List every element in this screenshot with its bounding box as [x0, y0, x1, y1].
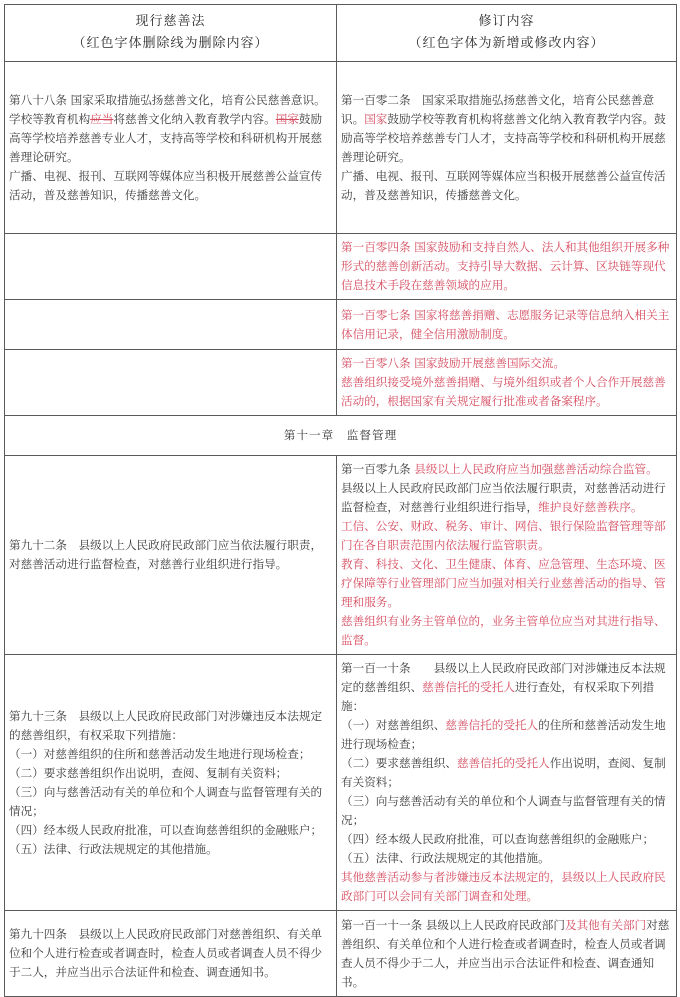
deleted-text: 国家 — [275, 111, 299, 126]
current-article-94: 第九十四条 县级以上人民政府民政部门对慈善组织、有关单位和个人进行检查或者调查时，检查人员或者调查人员不得少于二人，并应当出示合法证件和检查、调查通知书。 — [5, 911, 337, 997]
header-current-law — [5, 5, 337, 62]
current-article-88: 第八十八条 国家采取措施弘扬慈善文化，培育公民慈善意识。学校等教育机构应当将慈善文化纳入教育教学内容。国家鼓励高等学校培养慈善专业人才，支持高等学校和科研机构开展慈善理论研究。 广播、电视、报刊、互联网等媒体应当积极开展慈善公益宣传活动，普及慈善知识，传播慈善文化。 — [5, 62, 337, 234]
added-text: 国家 — [364, 111, 388, 126]
current-empty-cell — [5, 350, 337, 416]
table-row — [5, 655, 677, 911]
revised-article-104: 第一百零四条 国家鼓励和支持自然人、法人和其他组织开展多种形式的慈善创新活动。支持引导大数据、云计算、区块链等现代信息技术手段在慈善领域的应用。 — [337, 234, 677, 300]
current-article-92: 第九十二条 县级以上人民政府民政部门应当依法履行职责，对慈善活动进行监督检查，对慈善行业组织进行指导。 — [5, 456, 337, 655]
chapter-heading: 第十一章 监督管理 — [5, 416, 677, 456]
revised-article-102: 第一百零二条 国家采取措施弘扬慈善文化，培育公民慈善意识。国家鼓励学校等教育机构将慈善文化纳入教育教学内容。鼓励高等学校培养慈善专门人才，支持高等学校和科研机构开展慈善理论研究。 广播、电视、报刊、互联网等媒体应当积极开展慈善公益宣传活动，普及慈善知识，传播慈善文化。 — [337, 62, 677, 234]
revised-article-111: 第一百一十一条 县级以上人民政府民政部门及其他有关部门对慈善组织、有关单位和个人进行检查或者调查时，检查人员或者调查人员不得少于二人，并应当出示合法证件和检查、调查通知书。 — [337, 911, 677, 997]
table-row — [5, 234, 677, 300]
revised-article-107: 第一百零七条 国家将慈善捐赠、志愿服务记录等信息纳入相关主体信用记录，健全信用激励制度。 — [337, 300, 677, 350]
revised-article-109: 第一百零九条 县级以上人民政府应当加强慈善活动综合监管。 县级以上人民政府民政部门应当依法履行职责，对慈善活动进行监督检查，对慈善行业组织进行指导，维护良好慈善秩序。 工信、公安、财政、税务、审计、网信、银行保险监督管理等部门在各自职责范围内依法履行监管职责。 教育、科技、文化、卫生健康、体育、应急管理、生态环境、医疗保障等行业管理部门应当加强对相关行业慈善活动的指导、管理和服务。 慈善组织有业务主管单位的，业务主管单位应当对其进行指导、监督。 — [337, 456, 677, 655]
header-right-subtitle: （红色字体为新增或修改内容） — [408, 36, 605, 51]
header-row — [5, 5, 677, 62]
current-empty-cell — [5, 300, 337, 350]
header-right-title: 修订内容 — [478, 14, 535, 29]
revised-article-110: 第一百一十条 县级以上人民政府民政部门对涉嫌违反本法规定的慈善组织、慈善信托的受托人进行查处，有权采取下列措施： （一）对慈善组织、慈善信托的受托人的住所和慈善活动发生地进行现场检查； （二）要求慈善组织、慈善信托的受托人作出说明，查阅、复制有关资料； （三）向与慈善活动有关的单位和个人调查与监督管理有关的情况； （四）经本级人民政府批准，可以查询慈善组织的金融账户； （五）法律、行政法规规定的其他措施。 其他慈善活动参与者涉嫌违反本法规定的，县级以上人民政府民政部门可以会同有关部门调查和处理。 — [337, 655, 677, 911]
current-article-93: 第九十三条 县级以上人民政府民政部门对涉嫌违反本法规定的慈善组织，有权采取下列措施： （一）对慈善组织的住所和慈善活动发生地进行现场检查； （二）要求慈善组织作出说明，查阅、复制有关资料； （三）向与慈善活动有关的单位和个人调查与监督管理有关的情况； （四）经本级人民政府批准，可以查询慈善组织的金融账户； （五）法律、行政法规规定的其他措施。 — [5, 655, 337, 911]
chapter-row — [5, 416, 677, 456]
table-row — [5, 456, 677, 655]
revised-article-108: 第一百零八条 国家鼓励开展慈善国际交流。 慈善组织接受境外慈善捐赠、与境外组织或者个人合作开展慈善活动的，根据国家有关规定履行批准或者备案程序。 — [337, 350, 677, 416]
header-left-title: 现行慈善法 — [135, 14, 206, 29]
current-empty-cell — [5, 234, 337, 300]
header-revision — [337, 5, 677, 62]
comparison-table — [4, 4, 677, 997]
table-row — [5, 911, 677, 997]
table-row — [5, 350, 677, 416]
table-row — [5, 300, 677, 350]
deleted-text: 应当 — [90, 111, 114, 126]
header-left-subtitle: （红色字体删除线为删除内容） — [72, 36, 269, 51]
table-row — [5, 62, 677, 234]
